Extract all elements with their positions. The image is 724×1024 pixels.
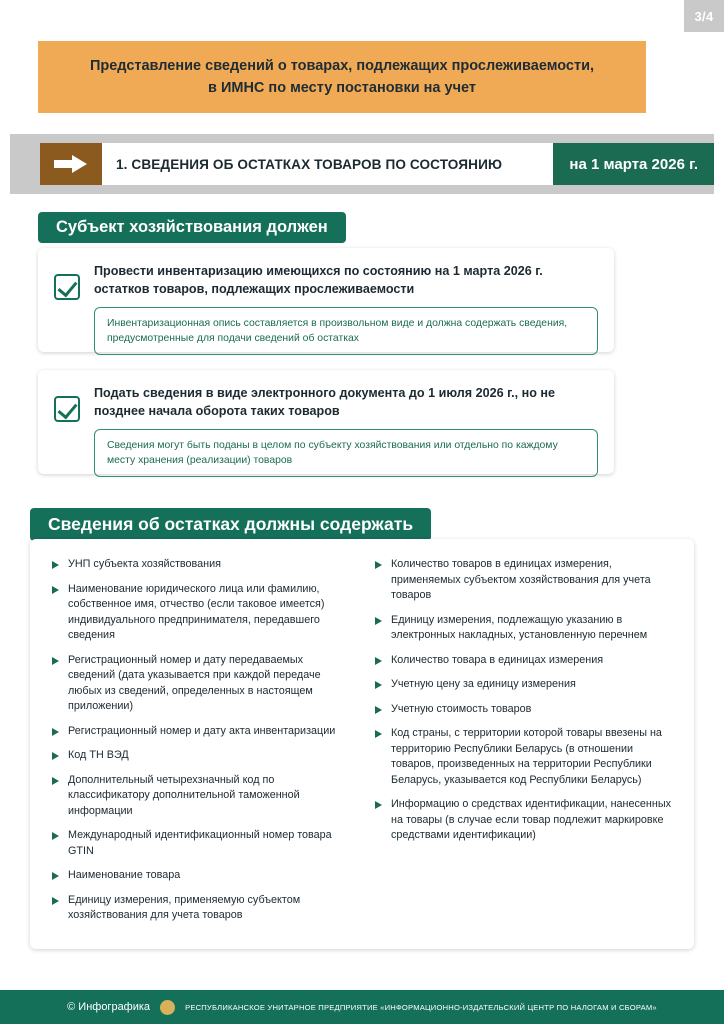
requirement-card-1 <box>38 248 614 352</box>
list-item-label: Учетную стоимость товаров <box>391 702 532 715</box>
footer <box>0 990 724 1024</box>
bullet-arrow-icon <box>375 706 384 714</box>
list-item-label: Учетную цену за единицу измерения <box>391 678 576 690</box>
title-line-2: в ИМНС по месту постановки на учет <box>208 80 476 96</box>
bullet-arrow-icon <box>52 872 61 880</box>
list-item-label: Наименование товара <box>68 869 181 881</box>
requirement-card-1-note: Инвентаризационная опись составляется в произвольном виде и должна содержать сведения, предусмотренные для подачи сведений об остатках <box>94 307 598 355</box>
arrow-right-icon <box>40 143 102 185</box>
checkbox-checked-icon <box>54 274 80 300</box>
list-item <box>52 748 349 764</box>
footer-copyright: © Инфографика <box>67 1001 151 1013</box>
title-line-1: Представление сведений о товарах, подлежащих прослеживаемости, <box>89 58 595 74</box>
footer-publisher: РЕСПУБЛИКАНСКОЕ УНИТАРНОЕ ПРЕДПРИЯТИЕ «ИНФОРМАЦИОННО-ИЗДАТЕЛЬСКИЙ ЦЕНТР ПО НАЛОГАМ И СБОРАМ» <box>185 1002 657 1012</box>
bullet-arrow-icon <box>52 728 61 736</box>
list-item <box>375 557 672 604</box>
requirement-card-2 <box>38 370 614 474</box>
bullet-arrow-icon <box>52 897 61 905</box>
page-number-badge: 3/4 <box>684 0 724 32</box>
bullet-arrow-icon <box>52 586 61 594</box>
list-item-label: Код ТН ВЭД <box>68 749 129 761</box>
section-1-date-badge: на 1 марта 2026 г. <box>553 143 714 185</box>
list-item <box>52 724 349 740</box>
list-item <box>375 702 672 718</box>
contents-left-column <box>52 557 349 931</box>
list-item <box>375 726 672 788</box>
bullet-arrow-icon <box>375 617 384 625</box>
list-item-label: Код страны, с территории которой товары ввезены на территорию Республики Беларусь (в отношении товаров, произведенных на территории Республики Беларусь, указывается код Республики Беларусь) <box>391 727 662 786</box>
bullet-arrow-icon <box>375 681 384 689</box>
requirement-card-1-heading: Провести инвентаризацию имеющихся по состоянию на 1 марта 2026 г. остатков товаров, подлежащих прослеживаемости <box>94 264 543 296</box>
list-item <box>52 557 349 573</box>
requirement-card-2-body <box>94 384 598 466</box>
bullet-arrow-icon <box>375 730 384 738</box>
list-item-label: Наименование юридического лица или фамилию, собственное имя, отчество (если таковое имеется) индивидуального предпринимателя, передавшего сведения <box>68 582 325 641</box>
list-item-label: Регистрационный номер и дату передаваемых сведений (дата указывается при каждой передаче любых из сведений, определенных в настоящем приложении) <box>68 653 321 712</box>
list-item-label: Количество товара в единицах измерения <box>391 653 604 666</box>
list-item <box>375 797 672 844</box>
list-item <box>52 828 349 859</box>
contents-card <box>30 539 694 949</box>
checkbox-checked-icon <box>54 396 80 422</box>
section-1-bar <box>40 143 714 185</box>
bullet-arrow-icon <box>375 801 384 809</box>
bullet-arrow-icon <box>375 561 384 569</box>
contents-right-column <box>375 557 672 931</box>
list-item <box>52 893 349 924</box>
list-item <box>52 582 349 644</box>
list-item-label: Информацию о средствах идентификации, нанесенных на товары (в случае если товар подлежит маркировке средствами идентификации) <box>391 798 672 841</box>
arrow-right-glyph <box>54 155 88 173</box>
bullet-arrow-icon <box>52 752 61 760</box>
list-item-label: Единицу измерения, применяемую субъектом хозяйствования для учета товаров <box>68 893 301 921</box>
list-item-label: Количество товаров в единицах измерения, применяемых субъектом хозяйствования для учета товаров <box>391 558 651 601</box>
requirement-card-1-body <box>94 262 598 344</box>
list-item <box>52 773 349 820</box>
emblem-icon <box>160 1000 175 1015</box>
list-item <box>375 613 672 644</box>
list-item-label: Регистрационный номер и дату акта инвентаризации <box>68 724 336 737</box>
subject-section-pill: Субъект хозяйствования должен <box>38 212 346 243</box>
list-item <box>375 653 672 669</box>
list-item <box>375 677 672 693</box>
list-item <box>52 868 349 884</box>
title-banner <box>38 41 646 113</box>
section-1-backdrop <box>10 134 714 194</box>
section-1-heading: 1. СВЕДЕНИЯ ОБ ОСТАТКАХ ТОВАРОВ ПО СОСТОЯНИЮ <box>116 156 503 172</box>
bullet-arrow-icon <box>52 832 61 840</box>
list-item-label: Международный идентификационный номер товара GTIN <box>68 829 332 857</box>
contents-section-pill: Сведения об остатках должны содержать <box>30 508 431 541</box>
requirement-card-2-heading: Подать сведения в виде электронного документа до 1 июля 2026 г., но не позднее начала оборота таких товаров <box>94 386 556 418</box>
bullet-arrow-icon <box>52 657 61 665</box>
bullet-arrow-icon <box>375 657 384 665</box>
list-item-label: УНП субъекта хозяйствования <box>68 558 221 570</box>
bullet-arrow-icon <box>52 777 61 785</box>
list-item-label: Дополнительный четырехзначный код по классификатору дополнительной таможенной информации <box>68 773 300 817</box>
list-item-label: Единицу измерения, подлежащую указанию в электронных накладных, установленную перечнем <box>391 613 648 641</box>
requirement-card-2-note: Сведения могут быть поданы в целом по субъекту хозяйствования или отдельно по каждому месту хранения (реализации) товаров <box>94 429 598 477</box>
bullet-arrow-icon <box>52 561 61 569</box>
list-item <box>52 653 349 715</box>
